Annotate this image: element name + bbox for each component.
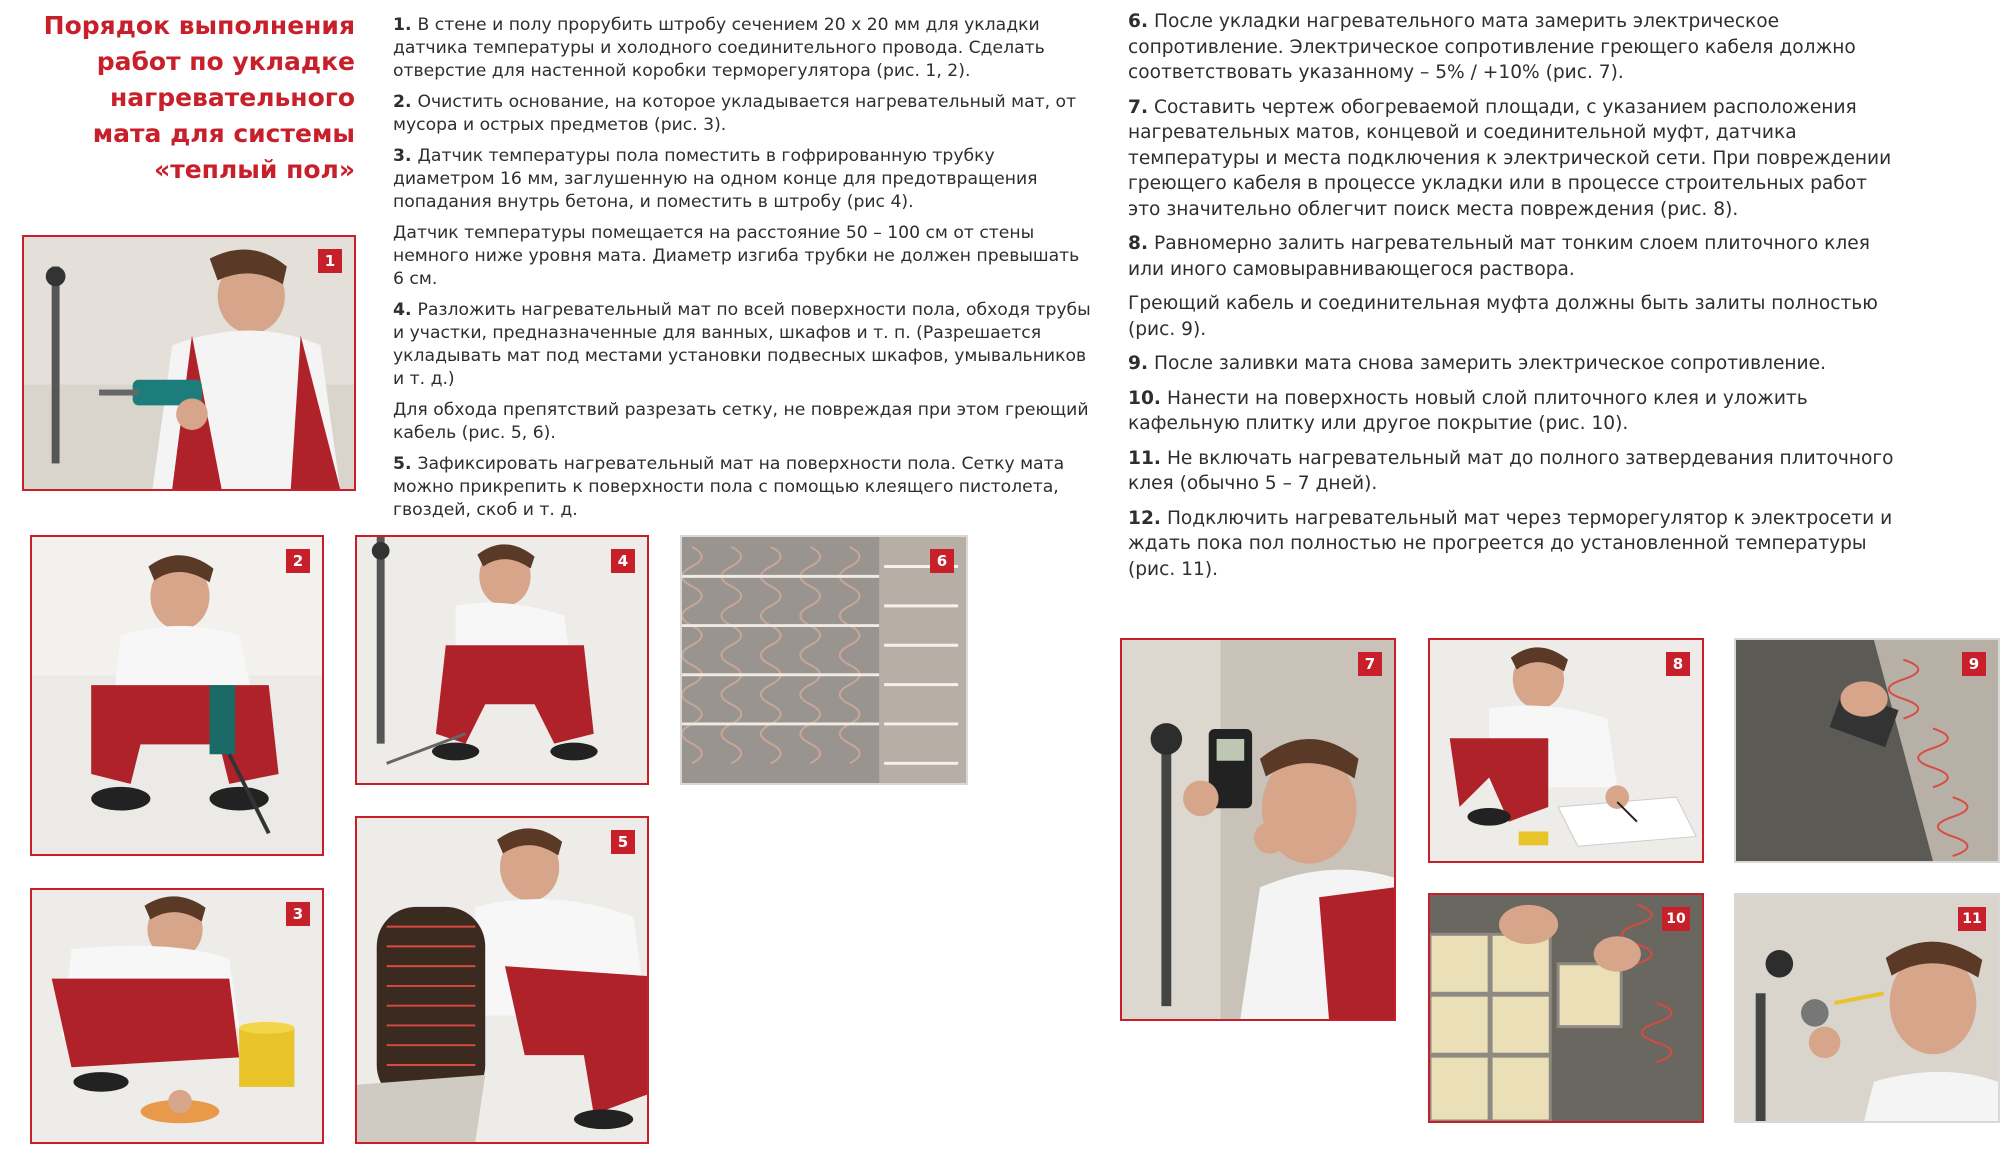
instructions-left <box>393 14 1093 530</box>
step-number: 12. <box>1128 507 1161 529</box>
figure-label: 3 <box>286 902 310 926</box>
figure-5 <box>355 816 649 1144</box>
figure-2-illustration <box>32 537 322 854</box>
step-text: Греющий кабель и соединительная муфта должны быть залиты полностью (рис. 9). <box>1128 293 1878 340</box>
step-note <box>393 222 1093 291</box>
figure-9 <box>1734 638 2000 863</box>
step-text: Очистить основание, на которое укладывается нагревательный мат, от мусора и острых предметов (рис. 3). <box>393 92 1077 135</box>
figure-8 <box>1428 638 1704 863</box>
figure-label: 4 <box>611 549 635 573</box>
title-line: нагревательного <box>110 83 355 112</box>
step-number: 7. <box>1128 96 1149 118</box>
step-paragraph <box>1128 506 1898 583</box>
page-title <box>40 8 355 188</box>
title-line: мата для системы <box>92 119 355 148</box>
figure-label: 7 <box>1358 652 1382 676</box>
step-text: После заливки мата снова замерить электрическое сопротивление. <box>1154 353 1826 374</box>
figure-label: 6 <box>930 549 954 573</box>
step-paragraph <box>1128 95 1898 223</box>
step-number: 1. <box>393 15 412 35</box>
step-number: 10. <box>1128 387 1161 409</box>
step-number: 9. <box>1128 353 1149 374</box>
step-paragraph <box>1128 9 1898 86</box>
figure-9-illustration <box>1736 640 1998 861</box>
figure-label: 5 <box>611 830 635 854</box>
figure-10 <box>1428 893 1704 1123</box>
figure-label: 11 <box>1958 907 1986 931</box>
title-line: Порядок выполнения <box>43 11 355 40</box>
step-paragraph <box>1128 386 1898 437</box>
figure-label: 1 <box>318 249 342 273</box>
step-number: 2. <box>393 92 412 112</box>
step-text: Разложить нагревательный мат по всей поверхности пола, обходя трубы и участки, предназначенные для ванных, шкафов и т. п. (Разрешается укладывать мат под местами установки подвесных шкафов, умывальников и т. д.) <box>393 300 1091 389</box>
step-note <box>393 399 1093 445</box>
step-paragraph <box>393 453 1093 522</box>
step-text: Нанести на поверхность новый слой плиточного клея и уложить кафельную плитку или другое покрытие (рис. 10). <box>1128 387 1808 434</box>
figure-6-illustration <box>682 537 966 783</box>
figure-1-illustration <box>24 237 354 489</box>
figure-8-illustration <box>1430 640 1702 861</box>
step-paragraph <box>393 145 1093 214</box>
figure-2 <box>30 535 324 856</box>
step-text: Датчик температуры помещается на расстояние 50 – 100 см от стены немного ниже уровня мата. Диаметр изгиба трубки не должен превышать 6 см. <box>393 223 1080 289</box>
figure-7-illustration <box>1122 640 1394 1019</box>
step-paragraph <box>1128 446 1898 497</box>
step-note <box>1128 291 1898 342</box>
step-text: Не включать нагревательный мат до полного затвердевания плиточного клея (обычно 5 – 7 дней). <box>1128 447 1894 494</box>
step-paragraph <box>393 91 1093 137</box>
figure-7 <box>1120 638 1396 1021</box>
figure-4-illustration <box>357 537 647 783</box>
step-number: 11. <box>1128 447 1161 469</box>
figure-label: 9 <box>1962 652 1986 676</box>
step-text: В стене и полу прорубить штробу сечением 20 х 20 мм для укладки датчика температуры и холодного соединительного провода. Сделать отверстие для настенной коробки терморегулятора (рис. 1, 2). <box>393 15 1045 81</box>
step-text: Равномерно залить нагревательный мат тонким слоем плиточного клея или иного самовыравнивающегося раствора. <box>1128 233 1870 280</box>
figure-label: 2 <box>286 549 310 573</box>
figure-4 <box>355 535 649 785</box>
figure-3-illustration <box>32 890 322 1142</box>
step-paragraph <box>393 14 1093 83</box>
step-text: Зафиксировать нагревательный мат на поверхности пола. Сетку мата можно прикрепить к поверхности пола с помощью клеящего пистолета, гвоздей, скоб и т. д. <box>393 454 1065 520</box>
instructions-right <box>1128 9 1898 591</box>
figure-3 <box>30 888 324 1144</box>
figure-5-illustration <box>357 818 647 1142</box>
step-text: Составить чертеж обогреваемой площади, с указанием расположения нагревательных матов, концевой и соединительной муфт, датчика температуры и места подключения к электрической сети. При повреждении греющего кабеля в процессе укладки или в процессе строительных работ это значительно облегчит поиск места повреждения (рис. 8). <box>1128 96 1892 220</box>
step-text: Подключить нагревательный мат через терморегулятор к электросети и ждать пока пол полностью не прогреется до установленной температуры (рис. 11). <box>1128 507 1893 580</box>
step-paragraph <box>393 299 1093 391</box>
figure-label: 10 <box>1662 907 1690 931</box>
step-paragraph <box>1128 351 1898 377</box>
step-number: 3. <box>393 146 412 166</box>
figure-label: 8 <box>1666 652 1690 676</box>
step-number: 4. <box>393 300 412 320</box>
figure-11 <box>1734 893 2000 1123</box>
step-text: Датчик температуры пола поместить в гофрированную трубку диаметром 16 мм, заглушенную на одном конце для предотвращения попадания внутрь бетона, и поместить в штробу (рис 4). <box>393 146 1038 212</box>
step-text: Для обхода препятствий разрезать сетку, не повреждая при этом греющий кабель (рис. 5, 6). <box>393 400 1089 443</box>
step-number: 5. <box>393 454 412 474</box>
figure-6 <box>680 535 968 785</box>
step-number: 8. <box>1128 233 1149 254</box>
title-line: работ по укладке <box>96 47 355 76</box>
figure-1 <box>22 235 356 491</box>
step-number: 6. <box>1128 11 1149 32</box>
title-line: «теплый пол» <box>154 155 355 184</box>
step-paragraph <box>1128 231 1898 282</box>
step-text: После укладки нагревательного мата замерить электрическое сопротивление. Электрическое сопротивление греющего кабеля должно соответствовать указанному – 5% / +10% (рис. 7). <box>1128 11 1856 83</box>
